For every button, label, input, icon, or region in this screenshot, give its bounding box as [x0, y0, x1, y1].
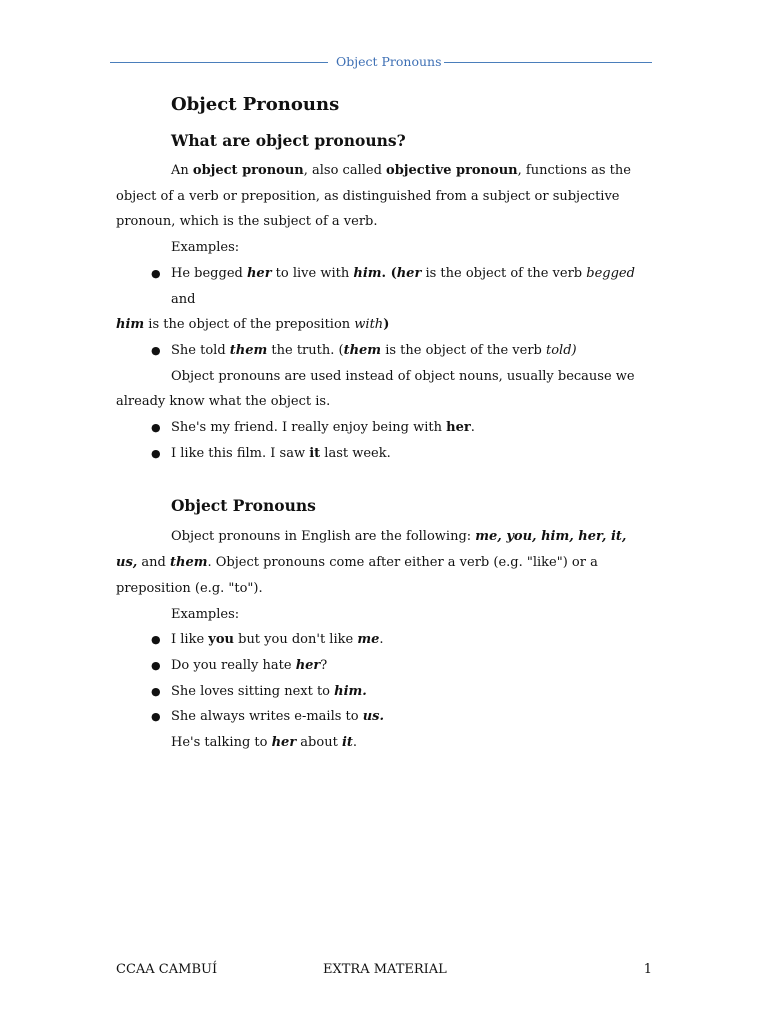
section-title: Object Pronouns [171, 496, 316, 516]
footer-label: EXTRA MATERIAL [323, 962, 447, 977]
intro-paragraph: Object pronouns in English are the following: me, you, him, her, it, us, and them. Object pronouns come after either a verb (e.g. "like") or a preposition (e.g. "to"). [116, 529, 627, 596]
example-continuation: him is the object of the preposition with) [116, 317, 390, 333]
example-list [116, 338, 652, 364]
bullet-icon: ● [151, 446, 161, 460]
header-title: Object Pronouns [336, 54, 442, 69]
bullet-icon: ● [151, 343, 161, 357]
examples-label: Examples: [171, 240, 240, 256]
page-header [110, 54, 652, 72]
intro-paragraph: An object pronoun, also called objective pronoun, functions as the object of a verb or preposition, as distinguished from a subject or subjective pronoun, which is the subject of a verb. [116, 163, 631, 230]
list-item: ● She's my friend. I really enjoy being with her. [116, 415, 652, 441]
bullet-icon: ● [151, 266, 161, 280]
list-item: ● He begged her to live with him. (her is the object of the verb begged and [116, 261, 652, 312]
body-paragraph: Object pronouns are used instead of object nouns, usually because we already know what the object is. [116, 368, 635, 410]
example-list [116, 261, 652, 312]
header-rule-right [444, 62, 652, 63]
example-sentence: He's talking to her about it. [171, 735, 358, 751]
list-item: ● Do you really hate her? [116, 653, 652, 679]
example-list [116, 627, 652, 730]
section-subtitle: What are object pronouns? [171, 131, 406, 150]
list-item: ● I like this film. I saw it last week. [116, 441, 652, 467]
spacer [116, 466, 652, 492]
example-list [116, 415, 652, 466]
page-number: 1 [643, 962, 652, 977]
list-item: ● She loves sitting next to him. [116, 679, 652, 705]
document-body [116, 90, 652, 756]
list-item: ● I like you but you don't like me. [116, 627, 652, 653]
bullet-icon: ● [151, 658, 161, 672]
bullet-icon: ● [151, 684, 161, 698]
bullet-icon: ● [151, 421, 161, 435]
list-item: ● She always writes e-mails to us. [116, 704, 652, 730]
list-item: ● She told them the truth. (them is the object of the verb told) [116, 338, 652, 364]
footer-school: CCAA CAMBUÍ [116, 962, 218, 977]
header-rule-left [110, 62, 328, 63]
section-title: Object Pronouns [171, 94, 340, 115]
bullet-icon: ● [151, 633, 161, 647]
examples-label: Examples: [171, 606, 240, 622]
page-footer [116, 962, 652, 984]
bullet-icon: ● [151, 710, 161, 724]
